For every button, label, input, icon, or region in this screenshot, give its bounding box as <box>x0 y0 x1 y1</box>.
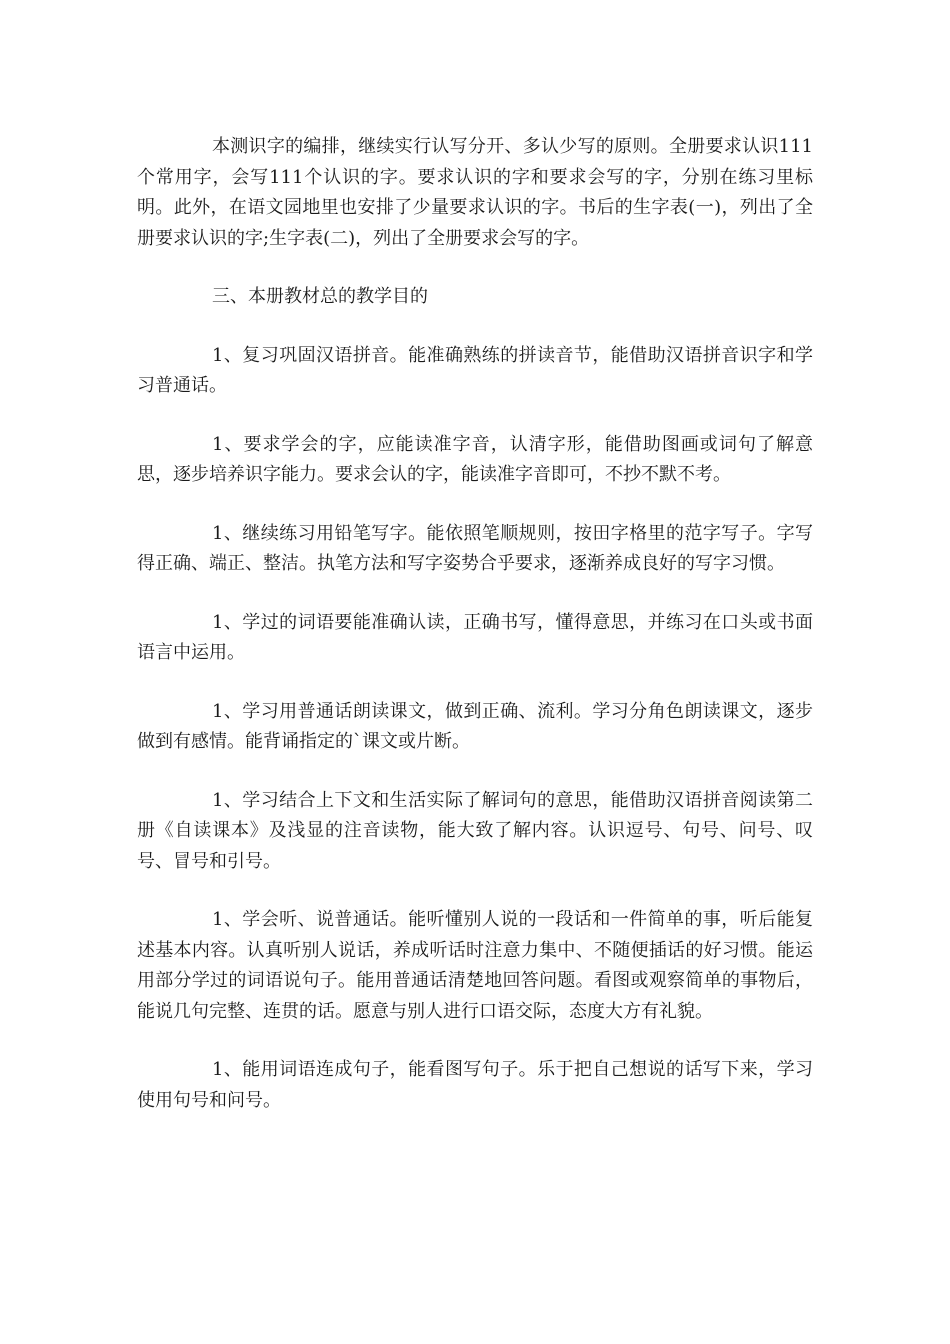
paragraph-character-learning: 1、要求学会的字，应能读准字音，认清字形，能借助图画或词句了解意思，逐步培养识字能力。要求会认的字，能读准字音即可，不抄不默不考。 <box>137 433 813 485</box>
paragraph-writing-practice: 1、继续练习用铅笔写字。能依照笔顺规则，按田字格里的范字写子。字写得正确、端正、整洁。执笔方法和写字姿势合乎要求，逐渐养成良好的写字习惯。 <box>137 522 813 574</box>
paragraph-listening-speaking: 1、学会听、说普通话。能听懂别人说的一段话和一件简单的事，听后能复述基本内容。认真听别人说话，养成听话时注意力集中、不随便插话的好习惯。能运用部分学过的词语说句子。能用普通话清楚地回答问题。看图或观察简单的事物后，能说几句完整、连贯的话。愿意与别人进行口语交际，态度大方有礼貌。 <box>137 909 813 1022</box>
paragraph-vocabulary: 1、学过的词语要能准确认读，正确书写，懂得意思，并练习在口头或书面语言中运用。 <box>137 611 813 663</box>
paragraph-reading-aloud: 1、学习用普通话朗读课文，做到正确、流利。学习分角色朗读课文，逐步做到有感情。能背诵指定的`课文或片断。 <box>137 700 813 752</box>
paragraph-literacy-arrangement: 本测识字的编排，继续实行认写分开、多认少写的原则。全册要求认识111个常用字，会写111个认识的字。要求认识的字和要求会写的字，分别在练习里标明。此外，在语文园地里也安排了少量要求认识的字。书后的生字表(一)，列出了全册要求认识的字;生字表(二)，列出了全册要求会写的字。 <box>137 136 813 249</box>
section-heading-teaching-goals: 三、本册教材总的教学目的 <box>212 286 428 307</box>
document-body <box>137 132 813 1144</box>
paragraph-pinyin-review: 1、复习巩固汉语拼音。能准确熟练的拼读音节，能借助汉语拼音识字和学习普通话。 <box>137 344 813 396</box>
paragraph-reading-comprehension: 1、学习结合上下文和生活实际了解词句的意思，能借助汉语拼音阅读第二册《自读课本》及浅显的注音读物，能大致了解内容。认识逗号、句号、问号、叹号、冒号和引号。 <box>137 789 813 872</box>
paragraph-sentence-writing: 1、能用词语连成句子，能看图写句子。乐于把自己想说的话写下来，学习使用句号和问号。 <box>137 1059 813 1111</box>
